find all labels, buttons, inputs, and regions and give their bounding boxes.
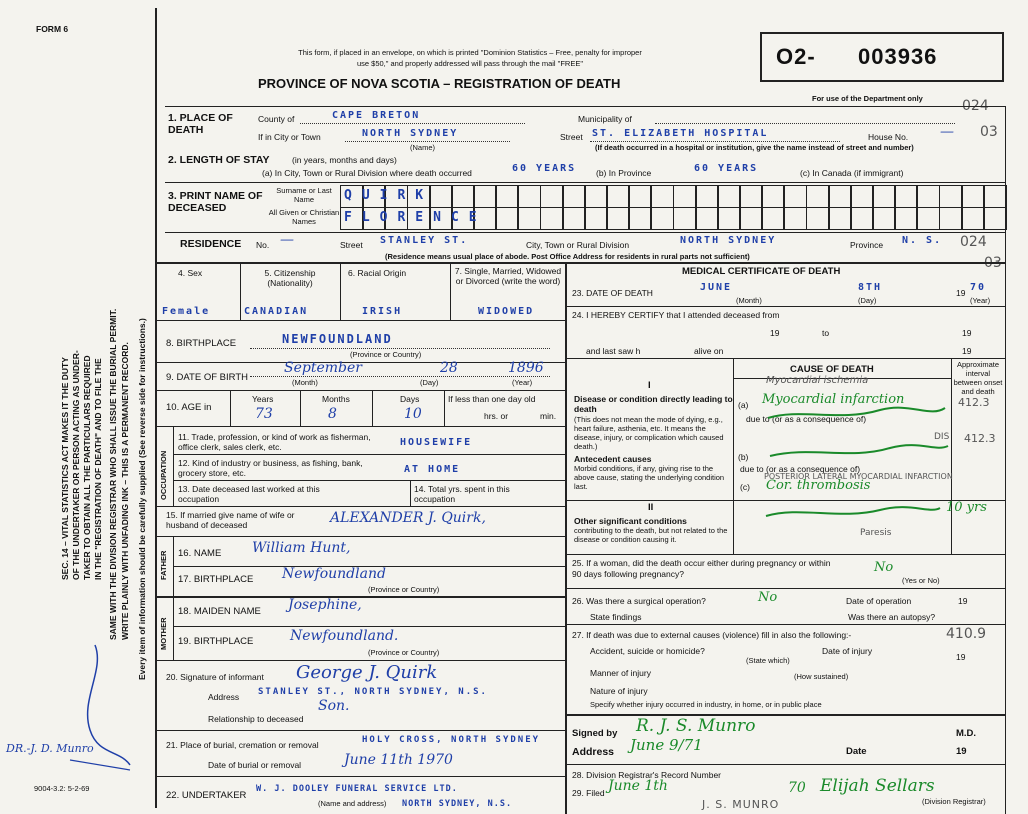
cause-b-lbl: (b)	[738, 452, 749, 462]
name-letter-cell	[783, 185, 807, 208]
dod-month-value[interactable]: JUNE	[700, 282, 733, 293]
name-letter-cell	[872, 207, 896, 230]
years-lbl: Years	[252, 394, 274, 404]
due-to-a: due to (or as a consequence of)	[746, 414, 867, 424]
dob-label: 9. DATE OF BIRTH	[166, 372, 248, 383]
name-label: 3. PRINT NAME OF DECEASED	[168, 190, 263, 214]
lessday-label: If less than one day old	[448, 394, 536, 404]
name-letter-cell	[939, 207, 963, 230]
age-years-value[interactable]: 73	[255, 406, 273, 422]
specify-label: Specify whether injury occurred in industry, in home, or in public place	[590, 700, 822, 709]
given-value[interactable]: FLORENCE	[344, 210, 487, 225]
place-label: 1. PLACE OF DEATH	[168, 112, 233, 136]
name-letter-cell	[562, 207, 586, 230]
code-a: 412.3	[958, 396, 990, 409]
date-injury-19: 19	[956, 652, 966, 662]
notice-line2: use $50," and properly addressed will pass through the mail "FREE"	[356, 59, 584, 68]
name-letter-cell	[916, 185, 940, 208]
mother-prov-note: (Province or Country)	[368, 648, 440, 657]
racial-label: 6. Racial Origin	[348, 268, 407, 278]
form-label: FORM 6	[36, 24, 69, 34]
min-lbl: min.	[540, 411, 557, 421]
mother-birthplace-value[interactable]: Newfoundland.	[290, 628, 399, 644]
municipality-label: Municipality of	[578, 114, 632, 124]
name-letter-cell	[717, 185, 741, 208]
street-label: Street	[560, 132, 583, 142]
dod-day-lbl: (Day)	[858, 296, 877, 305]
dob-month-lbl: (Month)	[292, 378, 318, 387]
roman-2: II	[648, 502, 654, 513]
dob-year-lbl: (Year)	[512, 378, 533, 387]
dod-year-lbl: (Year)	[970, 296, 991, 305]
undertaker-address[interactable]: NORTH SYDNEY, N.S.	[402, 799, 513, 809]
alive-19: 19	[962, 346, 972, 356]
name-letter-cell	[695, 185, 719, 208]
dod-year-prefix: 19	[956, 288, 966, 298]
cause-title: CAUSE OF DEATH	[790, 364, 874, 375]
registrar-lbl: (Division Registrar)	[922, 797, 986, 806]
spouse-label: 15. If married give name of wife or husband of deceased	[166, 510, 295, 530]
other-note: contributing to the death, but not related to the disease or condition causing it.	[574, 526, 728, 544]
certify-to: to	[822, 328, 830, 338]
stay-sub: (in years, months and days)	[292, 155, 397, 165]
certify-label: 24. I HEREBY CERTIFY that I attended deceased from	[572, 310, 780, 320]
cause-a-pencil: Myocardial ischemia	[766, 375, 869, 386]
lastsaw-label: and last saw h	[586, 346, 641, 356]
dod-year-value[interactable]: 70	[970, 282, 987, 293]
burial-place-label: 21. Place of burial, cremation or removal	[166, 740, 319, 750]
res-street-value[interactable]: STANLEY ST.	[380, 235, 469, 246]
code-3: 024	[960, 234, 987, 250]
name-letter-cell	[606, 185, 630, 208]
name-letter-cell	[628, 185, 652, 208]
state-which-note: (State which)	[746, 656, 790, 665]
dob-month-value[interactable]: September	[284, 360, 362, 376]
name-letter-cell	[495, 185, 519, 208]
house-value[interactable]: —	[940, 124, 954, 140]
side-signature: DR.-J. D. Munro	[6, 742, 94, 755]
q25-label: 25. If a woman, did the death occur either during pregnancy or within 90 days following pregnancy?	[572, 558, 831, 579]
stay-b-value[interactable]: 60 YEARS	[694, 163, 759, 174]
stay-label: 2. LENGTH OF STAY	[168, 154, 270, 166]
side-text-7: Every item of information should be carefully supplied (See reverse side for instructions.)	[137, 318, 147, 680]
undertaker-value[interactable]: W. J. DOOLEY FUNERAL SERVICE LTD.	[256, 784, 458, 794]
name-letter-cell	[806, 207, 830, 230]
res-city-value[interactable]: NORTH SYDNEY	[680, 235, 777, 246]
certify-19b: 19	[962, 328, 972, 338]
name-letter-cell	[584, 185, 608, 208]
trade-label: 11. Trade, profession, or kind of work as fisherman, office clerk, sales clerk, etc.	[178, 432, 371, 452]
stay-c-label: (c) In Canada (if immigrant)	[800, 168, 904, 178]
dod-label: 23. DATE OF DEATH	[572, 288, 653, 298]
months-lbl: Months	[322, 394, 350, 404]
name-letter-cell	[961, 207, 985, 230]
cause-b-value[interactable]: POSTERIOR LATERAL MYOCARDIAL INFARCTION	[764, 472, 953, 481]
dob-day-lbl: (Day)	[420, 378, 439, 387]
dod-day-value[interactable]: 8TH	[858, 282, 883, 293]
side-text-3: TAKER TO OBTAIN ALL THE PARTICULARS REQUIRED	[82, 355, 92, 580]
roman-1: I	[648, 380, 651, 391]
age-days-value[interactable]: 10	[404, 406, 422, 422]
reg-prefix: O2-	[776, 44, 816, 69]
father-label: 16. NAME	[178, 548, 222, 559]
q29-label: 29. Filed	[572, 788, 605, 798]
disease-note: (This does not mean the mode of dying, e.g., heart failure, asthenia, etc. It means the disease, injury, or complication which caused death.)	[574, 415, 724, 451]
green-ink-scribbles	[760, 388, 950, 538]
hospital-note: (If death occurred in a hospital or institution, give the name instead of street and number)	[595, 143, 914, 152]
antecedent-note: Morbid conditions, if any, giving rise to the above cause, stating the underlying condition last.	[574, 464, 725, 491]
code-1: 024	[962, 98, 989, 114]
name-letter-cell	[894, 207, 918, 230]
name-letter-cell	[761, 207, 785, 230]
how-sustained-note: (How sustained)	[794, 672, 849, 681]
informant-address-value[interactable]: STANLEY ST., NORTH SYDNEY, N.S.	[258, 687, 488, 697]
name-letter-cell	[628, 207, 652, 230]
code-b: 412.3	[964, 432, 996, 445]
state-findings-label: State findings	[590, 612, 642, 622]
q28-label: 28. Division Registrar's Record Number	[572, 770, 722, 780]
sex-label: 4. Sex	[178, 268, 203, 278]
name-letter-cell	[828, 185, 852, 208]
res-street-label: Street	[340, 240, 363, 250]
filed-value[interactable]: June 1th	[608, 778, 668, 794]
name-letter-cell	[473, 185, 497, 208]
surname-value[interactable]: QUIRK	[344, 188, 434, 203]
res-city-label: City, Town or Rural Division	[526, 240, 630, 250]
name-letter-cell	[584, 207, 608, 230]
residence-note: (Residence means usual place of abode. Post Office Address for residents in rural parts not sufficient)	[385, 252, 750, 261]
nature-label: Nature of injury	[590, 686, 648, 696]
name-letter-cell	[606, 207, 630, 230]
burial-place-value[interactable]: HOLY CROSS, NORTH SYDNEY	[362, 735, 541, 745]
cause-other-value[interactable]: Paresis	[860, 528, 892, 538]
given-label: All Given or Christian Names	[268, 208, 340, 226]
res-no-value[interactable]: —	[280, 232, 294, 248]
father-side: FATHER	[159, 550, 168, 580]
age-label: 10. AGE in	[166, 402, 212, 413]
name-letter-cell	[983, 207, 1007, 230]
form-title: PROVINCE OF NOVA SCOTIA – REGISTRATION OF DEATH	[258, 76, 621, 91]
cause-c-lbl: (c)	[740, 482, 750, 492]
name-letter-cell	[939, 185, 963, 208]
stay-b-label: (b) In Province	[596, 168, 652, 178]
reg-number: 003936	[858, 44, 938, 69]
certify-19a: 19	[770, 328, 780, 338]
residence-label: RESIDENCE	[180, 238, 242, 250]
registrar-signature[interactable]: Elijah Sellars	[820, 776, 935, 796]
side-text-1: SEC. 14 – VITAL STATISTICS ACT MAKES IT THE DUTY	[60, 357, 70, 580]
q27-code: 410.9	[946, 626, 987, 642]
age-months-value[interactable]: 8	[328, 406, 337, 422]
name-letter-cell	[783, 207, 807, 230]
last-worked-label: 13. Date deceased last worked at this occupation	[178, 484, 320, 504]
date-op-19: 19	[958, 596, 968, 606]
accident-label: Accident, suicide or homicide?	[590, 646, 705, 656]
filed-year[interactable]: 70	[788, 780, 806, 796]
racial-value[interactable]: IRISH	[362, 306, 403, 317]
autopsy-label: Was there an autopsy?	[848, 612, 936, 622]
cause-c-value[interactable]: Cor. thrombosis	[766, 478, 871, 493]
dept-use: For use of the Department only	[812, 94, 923, 103]
name-letter-cell	[806, 185, 830, 208]
name-letter-cell	[451, 185, 475, 208]
alive-on-label: alive on	[694, 346, 724, 356]
code-2: 03	[980, 124, 998, 140]
kind-label: 12. Kind of industry or business, as fishing, bank, grocery store, etc.	[178, 458, 363, 478]
kind-value[interactable]: AT HOME	[404, 464, 461, 475]
stay-a-value[interactable]: 60 YEARS	[512, 163, 577, 174]
side-text-6: WRITE PLAINLY WITH UNFADING INK – THIS IS A PERMANENT RECORD.	[120, 342, 130, 640]
dob-year-value[interactable]: 1896	[508, 360, 544, 376]
county-label: County of	[258, 114, 295, 124]
name-letter-cell	[673, 185, 697, 208]
name-letter-cell	[717, 207, 741, 230]
print-code: 9004-3.2: 5-2-69	[34, 784, 90, 793]
approx-interval-label: Approximate interval between onset and death	[953, 360, 1003, 396]
total-years-label: 14. Total yrs. spent in this occupation	[414, 484, 510, 504]
undertaker-name-note: (Name and address)	[318, 799, 387, 808]
father-birthplace-value[interactable]: Newfoundland	[282, 566, 386, 582]
occupation-side: OCCUPATION	[159, 450, 168, 500]
disease-label: Disease or condition directly leading to death	[574, 394, 733, 414]
dod-month-lbl: (Month)	[736, 296, 762, 305]
notice-line1: This form, if placed in an envelope, on which is printed "Dominion Statistics – Free, penalty for improper	[298, 48, 642, 57]
name-letter-cell	[650, 207, 674, 230]
citizenship-value[interactable]: CANADIAN	[244, 306, 309, 317]
city-value[interactable]: NORTH SYDNEY	[362, 128, 459, 139]
mother-side: MOTHER	[159, 617, 168, 650]
name-letter-cell	[540, 185, 564, 208]
name-letter-cell	[562, 185, 586, 208]
side-text-5: SAME WITH THE DIVISION REGISTRAR WHO SHALL ISSUE THE BURIAL PERMIT.	[108, 308, 118, 640]
name-letter-cell	[495, 207, 519, 230]
res-province-value[interactable]: N. S.	[902, 235, 943, 246]
name-letter-cell	[650, 185, 674, 208]
maiden-label: 18. MAIDEN NAME	[178, 606, 261, 617]
date-op-label: Date of operation	[846, 596, 912, 606]
address-label: Address	[572, 746, 615, 758]
maiden-value[interactable]: Josephine,	[288, 597, 362, 613]
birthplace-label: 8. BIRTHPLACE	[166, 338, 237, 349]
name-letter-cell	[983, 185, 1007, 208]
frame-left	[155, 8, 157, 808]
dis-note: DIS	[934, 432, 950, 442]
res-province-label: Province	[850, 240, 884, 250]
informant-label: 20. Signature of informant	[166, 672, 264, 682]
days-lbl: Days	[400, 394, 420, 404]
relationship-value[interactable]: Son.	[318, 698, 350, 714]
code-other: 10 yrs	[946, 500, 987, 515]
marital-label: 7. Single, Married, Widowed or Divorced (write the word)	[454, 266, 562, 286]
spouse-value[interactable]: ALEXANDER J. Quirk,	[330, 510, 486, 526]
signed-label: Signed by	[572, 728, 618, 739]
yes-no-note: (Yes or No)	[902, 576, 940, 585]
name-letter-cell	[761, 185, 785, 208]
burial-date-value[interactable]: June 11th 1970	[344, 752, 453, 768]
antecedent-label: Antecedent causes	[574, 454, 652, 464]
q27-label: 27. If death was due to external causes (violence) fill in also the following:-	[572, 630, 852, 640]
county-value[interactable]: CAPE BRETON	[332, 110, 421, 121]
name-letter-cell	[517, 185, 541, 208]
street-value[interactable]: ST. ELIZABETH HOSPITAL	[592, 128, 769, 139]
cause-a-value[interactable]: Myocardial infarction	[762, 392, 905, 407]
res-no-label: No.	[256, 240, 270, 250]
birthplace-prov-note: (Province or Country)	[350, 350, 422, 359]
name-letter-cell	[739, 207, 763, 230]
cause-a-lbl: (a)	[738, 400, 749, 410]
q26-label: 26. Was there a surgical operation?	[572, 596, 706, 606]
father-prov-note: (Province or Country)	[368, 585, 440, 594]
citizenship-label: 5. Citizenship (Nationality)	[264, 268, 316, 288]
side-text-4: IN THE "REGISTRATION OF DEATH" AND TO FILE THE	[93, 358, 103, 580]
father-birthplace-label: 17. BIRTHPLACE	[178, 574, 254, 585]
informant-signature[interactable]: George J. Quirk	[296, 662, 438, 683]
informant-address-label: Address	[208, 692, 240, 702]
marital-value[interactable]: WIDOWED	[478, 306, 535, 317]
mother-birthplace-label: 19. BIRTHPLACE	[178, 636, 254, 647]
q26-value[interactable]: No	[758, 590, 778, 605]
side-text-2: OF THE UNDERTAKER OR PERSON ACTING AS UNDER-	[71, 350, 81, 580]
relationship-label: Relationship to deceased	[208, 714, 304, 724]
q25-value[interactable]: No	[874, 560, 894, 575]
father-value[interactable]: William Hunt,	[252, 540, 351, 556]
city-label: If in City or Town	[258, 132, 321, 142]
name-letter-cell	[961, 185, 985, 208]
stay-a-label: (a) In City, Town or Rural Division where death occurred	[262, 168, 472, 178]
registrar-stamp: J. S. MUNRO	[702, 798, 780, 811]
name-letter-cell	[850, 185, 874, 208]
dob-day-value[interactable]: 28	[440, 360, 458, 376]
sex-value[interactable]: Female	[162, 306, 211, 317]
trade-value[interactable]: HOUSEWIFE	[400, 437, 473, 448]
undertaker-label: 22. UNDERTAKER	[166, 790, 247, 801]
name-letter-cell	[517, 207, 541, 230]
name-letter-cell	[739, 185, 763, 208]
birthplace-value[interactable]: NEWFOUNDLAND	[282, 332, 393, 346]
house-label: House No.	[868, 132, 909, 142]
date-19: 19	[956, 746, 967, 757]
name-letter-cell	[673, 207, 697, 230]
name-letter-cell	[540, 207, 564, 230]
hrs-lbl: hrs. or	[484, 411, 509, 421]
name-letter-cell	[894, 185, 918, 208]
medical-title: MEDICAL CERTIFICATE OF DEATH	[682, 266, 841, 277]
code-4: 03	[984, 255, 1002, 271]
date-injury-label: Date of injury	[822, 646, 873, 656]
burial-date-label: Date of burial or removal	[208, 760, 302, 770]
registration-number-box	[760, 32, 1004, 82]
date-label: Date	[846, 746, 867, 757]
name-letter-cell	[695, 207, 719, 230]
other-label: Other significant conditions	[574, 516, 687, 526]
due-to-b: due to (or as a consequence of)	[740, 464, 861, 474]
name-letter-cell	[872, 185, 896, 208]
name-letter-cell	[828, 207, 852, 230]
address-value[interactable]: June 9/71	[630, 736, 703, 754]
surname-label: Surname or Last Name	[276, 186, 332, 204]
name-letter-cell	[850, 207, 874, 230]
md-label: M.D.	[956, 728, 977, 739]
manner-label: Manner of injury	[590, 668, 651, 678]
side-signature-scribble	[60, 640, 140, 780]
name-letter-cell	[916, 207, 940, 230]
signed-value[interactable]: R. J. S. Munro	[636, 716, 756, 736]
city-name-note: (Name)	[410, 143, 436, 152]
